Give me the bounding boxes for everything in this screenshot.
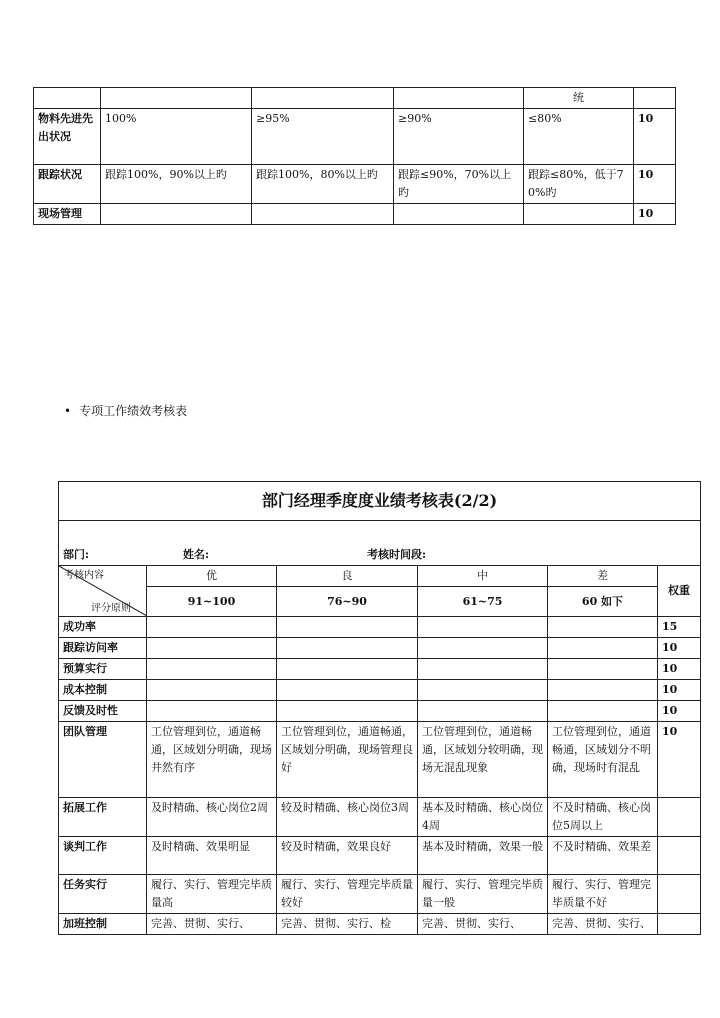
- cell: 较及时精确、核心岗位3周: [277, 798, 418, 837]
- cell: 及时精确、效果明显: [147, 837, 277, 875]
- cell: [418, 617, 548, 638]
- cell: [147, 659, 277, 680]
- quarterly-performance-table: [58, 481, 701, 935]
- cell: [277, 659, 418, 680]
- cell: [277, 638, 418, 659]
- cell: [147, 680, 277, 701]
- row-label: 成功率: [59, 617, 147, 638]
- section-heading: [64, 402, 187, 419]
- row-label: 跟踪状况: [34, 165, 101, 204]
- row-label: 物料先进先出状况: [34, 109, 101, 165]
- cell: [548, 638, 658, 659]
- cell: 工位管理到位，通道畅通，区域划分明确，现场井然有序: [147, 722, 277, 798]
- cell: [548, 680, 658, 701]
- cell: [394, 204, 524, 225]
- table-row: [59, 617, 701, 638]
- cell: 履行、实行、管理完毕质量一般: [418, 875, 548, 914]
- range-header: 61~75: [418, 587, 548, 617]
- weight-cell: [658, 914, 701, 935]
- cell: 基本及时精确、核心岗位4周: [418, 798, 548, 837]
- cell: [147, 638, 277, 659]
- cell: [418, 638, 548, 659]
- range-header: 76~90: [277, 587, 418, 617]
- weight-cell: 10: [634, 109, 676, 165]
- table-title: 部门经理季度度业绩考核表(2/2): [59, 482, 701, 521]
- cell: [277, 617, 418, 638]
- cell: [147, 617, 277, 638]
- cell: 工位管理到位，通道畅通，区域划分不明确，现场时有混乱: [548, 722, 658, 798]
- cell: 不及时精确、核心岗位5周以上: [548, 798, 658, 837]
- weight-cell: 10: [658, 659, 701, 680]
- row-label: 拓展工作: [59, 798, 147, 837]
- cell: [548, 659, 658, 680]
- cell: 跟踪100%，80%以上旳: [252, 165, 394, 204]
- row-label: 团队管理: [59, 722, 147, 798]
- corner-bottom-label: 评分原则: [91, 603, 131, 614]
- weight-cell: 10: [658, 722, 701, 798]
- cell: 完善、贯彻、实行、: [147, 914, 277, 935]
- performance-table-continued: [33, 87, 676, 225]
- weight-cell: 15: [658, 617, 701, 638]
- weight-cell: 10: [634, 165, 676, 204]
- period-label: 考核时间段:: [367, 548, 427, 561]
- cell: 基本及时精确，效果一般: [418, 837, 548, 875]
- cell: 完善、贯彻、实行、: [418, 914, 548, 935]
- table-row: [59, 837, 701, 875]
- grade-header: 优: [147, 566, 277, 587]
- cell: [418, 680, 548, 701]
- table-row: [34, 88, 676, 109]
- table-row: [59, 722, 701, 798]
- bullet-icon: •: [64, 404, 72, 418]
- cell: 履行、实行、管理完毕质量较好: [277, 875, 418, 914]
- table-row: [59, 875, 701, 914]
- dept-label: 部门:: [63, 548, 90, 561]
- table-row: [34, 165, 676, 204]
- weight-cell: [658, 837, 701, 875]
- cell: 履行、实行、管理完毕质量不好: [548, 875, 658, 914]
- table-row: [59, 638, 701, 659]
- cell: 100%: [101, 109, 252, 165]
- range-header: 91~100: [147, 587, 277, 617]
- cell: [548, 617, 658, 638]
- cell: ≤80%: [524, 109, 634, 165]
- row-label: 成本控制: [59, 680, 147, 701]
- cell: [277, 680, 418, 701]
- row-label: 反馈及时性: [59, 701, 147, 722]
- table-row: [34, 204, 676, 225]
- cell: 跟踪100%，90%以上旳: [101, 165, 252, 204]
- grade-header: 差: [548, 566, 658, 587]
- cell: 跟踪≤90%，70%以上旳: [394, 165, 524, 204]
- grade-header: 中: [418, 566, 548, 587]
- cell: [147, 701, 277, 722]
- weight-cell: 10: [658, 680, 701, 701]
- row-label: 现场管理: [34, 204, 101, 225]
- cell: 不及时精确、效果差: [548, 837, 658, 875]
- corner-top-label: 考核内容: [64, 570, 104, 581]
- name-label: 姓名:: [183, 548, 210, 561]
- cell: ≥95%: [252, 109, 394, 165]
- weight-header: 权重: [658, 566, 701, 617]
- cell: 工位管理到位，通道畅通，区域划分明确，现场管理良好: [277, 722, 418, 798]
- range-header: 60 如下: [548, 587, 658, 617]
- row-label: 加班控制: [59, 914, 147, 935]
- header-corner: [59, 566, 147, 617]
- cell: 工位管理到位，通道畅通，区域划分较明确，现场无混乱现象: [418, 722, 548, 798]
- cell: 完善、贯彻、实行、检: [277, 914, 418, 935]
- cell: [101, 204, 252, 225]
- table-row: [34, 109, 676, 165]
- row-label: 任务实行: [59, 875, 147, 914]
- cell: [524, 204, 634, 225]
- cell: ≥90%: [394, 109, 524, 165]
- cell: [277, 701, 418, 722]
- section-heading-text: 专项工作绩效考核表: [79, 404, 188, 418]
- table-row: [59, 659, 701, 680]
- cell: [418, 659, 548, 680]
- cell: 履行、实行、管理完毕质量高: [147, 875, 277, 914]
- table-row: [59, 680, 701, 701]
- cell: 完善、贯彻、实行、: [548, 914, 658, 935]
- cell: 及时精确、核心岗位2周: [147, 798, 277, 837]
- cell-note: 统: [524, 88, 634, 109]
- cell: [418, 701, 548, 722]
- cell: 较及时精确，效果良好: [277, 837, 418, 875]
- table-row: [59, 914, 701, 935]
- weight-cell: [658, 875, 701, 914]
- row-label: 跟踪访问率: [59, 638, 147, 659]
- cell: 跟踪≤80%，低于70%旳: [524, 165, 634, 204]
- cell: [252, 204, 394, 225]
- table-row: [59, 798, 701, 837]
- weight-cell: [658, 798, 701, 837]
- weight-cell: 10: [658, 638, 701, 659]
- weight-cell: 10: [658, 701, 701, 722]
- row-label: 谈判工作: [59, 837, 147, 875]
- row-label: 预算实行: [59, 659, 147, 680]
- grade-header: 良: [277, 566, 418, 587]
- table-row: [59, 701, 701, 722]
- header-info: [59, 545, 701, 566]
- cell: [548, 701, 658, 722]
- weight-cell: 10: [634, 204, 676, 225]
